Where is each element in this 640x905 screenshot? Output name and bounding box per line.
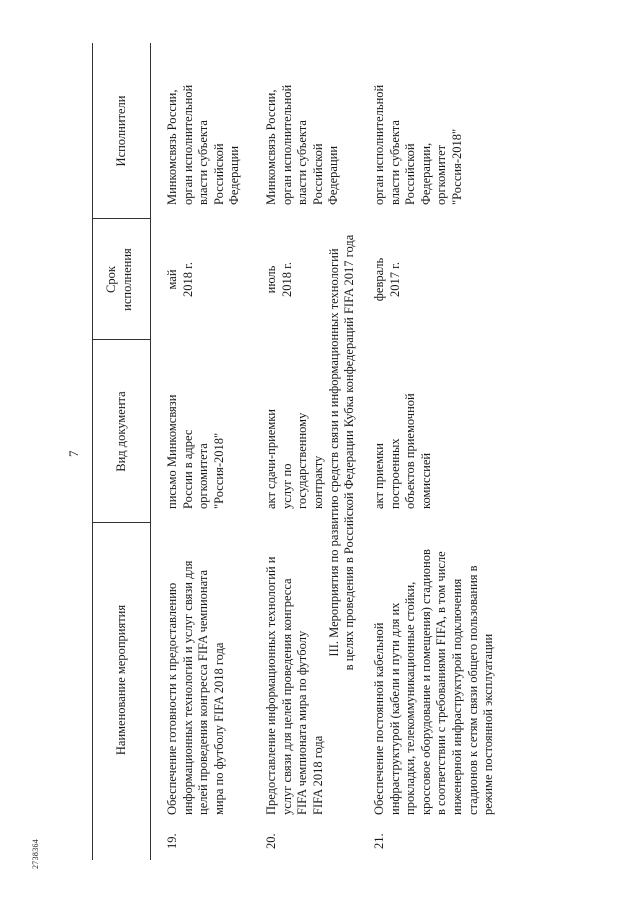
header-term: Срок исполнения bbox=[104, 248, 134, 311]
header-bottom-border bbox=[150, 43, 151, 860]
header-exec: Исполнители bbox=[114, 95, 128, 167]
row-doc: акт приемки построенных объектов приемочной комиссией bbox=[372, 393, 433, 509]
row-number: 19. bbox=[165, 833, 179, 849]
row-exec: Минкомсвязь России, орган исполнительной власти субъекта Российской Федерации bbox=[264, 84, 341, 205]
row-name: Обеспечение постоянной кабельной инфраструктурой (кабели и пути для их прокладки, телекоммуникационные стойки, кроссовое оборудование и помещения) стадионов в соответствии с требованиями FIFA, в том числе инженерной инфраструктурой подключения стадионов к сетям связи общего пользования в режиме постоянной эксплуатации bbox=[372, 549, 496, 815]
header-doc: Вид документа bbox=[114, 391, 128, 472]
row-term: май 2018 г. bbox=[165, 262, 195, 297]
row-name: Обеспечение готовности к предоставлению информационных технологий и услуг связи для целей проведения конгресса FIFA чемпионата мира по футболу FIFA 2018 года bbox=[165, 560, 226, 815]
row-term: июль 2018 г. bbox=[264, 262, 294, 297]
table-top-border bbox=[92, 43, 93, 860]
document-code: 2738364 bbox=[31, 838, 40, 869]
section-title-line2: в целях проведения в Российской Федерации Кубка конфедераций FIFA 2017 года bbox=[342, 234, 356, 671]
page-number: 7 bbox=[66, 450, 81, 457]
row-doc: акт сдачи-приемки услуг по государственному контракту bbox=[264, 409, 325, 509]
section-title-line1: III. Мероприятия по развитию средств связи и информационных технологий bbox=[327, 248, 341, 657]
row-exec: Минкомсвязь России, орган исполнительной власти субъекта Российской Федерации bbox=[165, 84, 242, 205]
row-number: 21. bbox=[372, 833, 386, 849]
row-exec: орган исполнительной власти субъекта Российской Федерации, оргкомитет "Россия-2018" bbox=[372, 84, 464, 205]
row-number: 20. bbox=[264, 833, 278, 849]
row-doc: письмо Минкомсвязи России в адрес оргкомитета "Россия-2018" bbox=[165, 394, 226, 509]
row-term: февраль 2017 г. bbox=[372, 257, 402, 302]
row-name: Предоставление информационных технологий и услуг связи для целей проведения конгресса FIFA чемпионата мира по футболу FIFA 2018 года bbox=[264, 556, 325, 815]
header-name: Наименование мероприятия bbox=[114, 604, 128, 756]
